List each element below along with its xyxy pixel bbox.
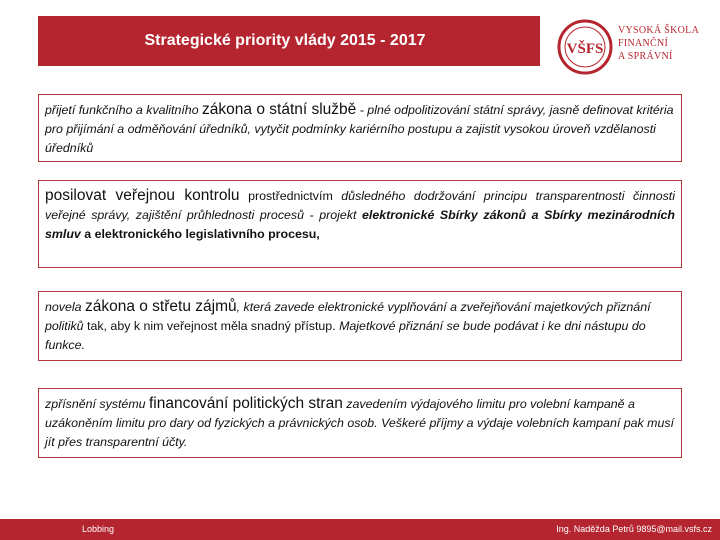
priority-text-4 — [45, 394, 675, 452]
footer-topic: Lobbing — [82, 524, 115, 534]
priority-3-italic-end: Majetkové přiznání se bude podávat i ke dni nástupu do funkce. — [45, 319, 646, 352]
vsfs-logo — [556, 18, 712, 76]
footer-bar — [0, 519, 720, 540]
priority-text-1 — [45, 100, 675, 158]
priority-2-end: a elektronického legislativního procesu, — [80, 227, 320, 241]
priority-box-party-financing — [38, 388, 682, 458]
logo-monogram: VŠFS — [566, 41, 604, 57]
page-title: Strategické priority vlády 2015 - 2017 — [144, 32, 426, 49]
vsfs-seal-icon — [556, 18, 614, 76]
priority-2-bold-italic: elektronické Sbírky zákonů a Sbírky mezinárodních smluv — [45, 208, 675, 241]
priority-3-keyword: zákona o střetu zájmů — [84, 298, 237, 315]
priority-1-tail: - plné odpolitizování státní správy, jasně definovat kritéria pro přijímání a odměňování úředníků, vytyčit podmínky kariérního postupu a zajistit vysokou úroveň vzdělanosti úředníků — [45, 103, 674, 155]
logo-line-1: VYSOKÁ ŠKOLA — [618, 25, 700, 36]
priority-3-italic: , která zavede elektronické vyplňování a zveřejňování majetkových přiznání politiků — [45, 300, 651, 333]
priority-4-lead: zpřísnění systému — [45, 397, 149, 411]
priority-box-conflict-of-interest — [38, 291, 682, 361]
logo-text — [618, 24, 699, 63]
title-bar — [38, 16, 540, 66]
priority-3-lead: novela — [45, 300, 85, 314]
priority-2-plain: prostřednictvím — [239, 189, 342, 203]
logo-line-2: FINANČNÍ — [618, 38, 669, 49]
priority-2-keyword: posilovat veřejnou kontrolu — [45, 187, 240, 204]
logo-line-3: A SPRÁVNÍ — [618, 51, 673, 62]
priority-2-italic: důsledného dodržování principu transparentnosti činnosti veřejné správy, zajištění průhlednosti procesů - projekt — [45, 189, 675, 222]
priority-box-civil-service — [38, 94, 682, 162]
priority-1-keyword: zákona o státní službě — [202, 101, 357, 118]
priority-4-keyword: financování politických stran — [148, 395, 343, 412]
priority-box-public-control — [38, 180, 682, 268]
priority-text-3 — [45, 297, 675, 355]
priority-3-plain: tak, aby k nim veřejnost měla snadný přístup. — [83, 319, 340, 333]
priority-1-lead: přijetí funkčního a kvalitního — [45, 103, 203, 117]
priority-text-2 — [45, 186, 675, 244]
footer-author: Ing. Naděžda Petrů 9895@mail.vsfs.cz — [556, 524, 712, 534]
priority-4-tail: zavedením výdajového limitu pro volební kampaně a uzákoněním limitu pro dary od fyzických a právnických osob. Veškeré příjmy a výdaje volebních kampaní pak musí jít přes transparentní účty. — [45, 397, 674, 449]
